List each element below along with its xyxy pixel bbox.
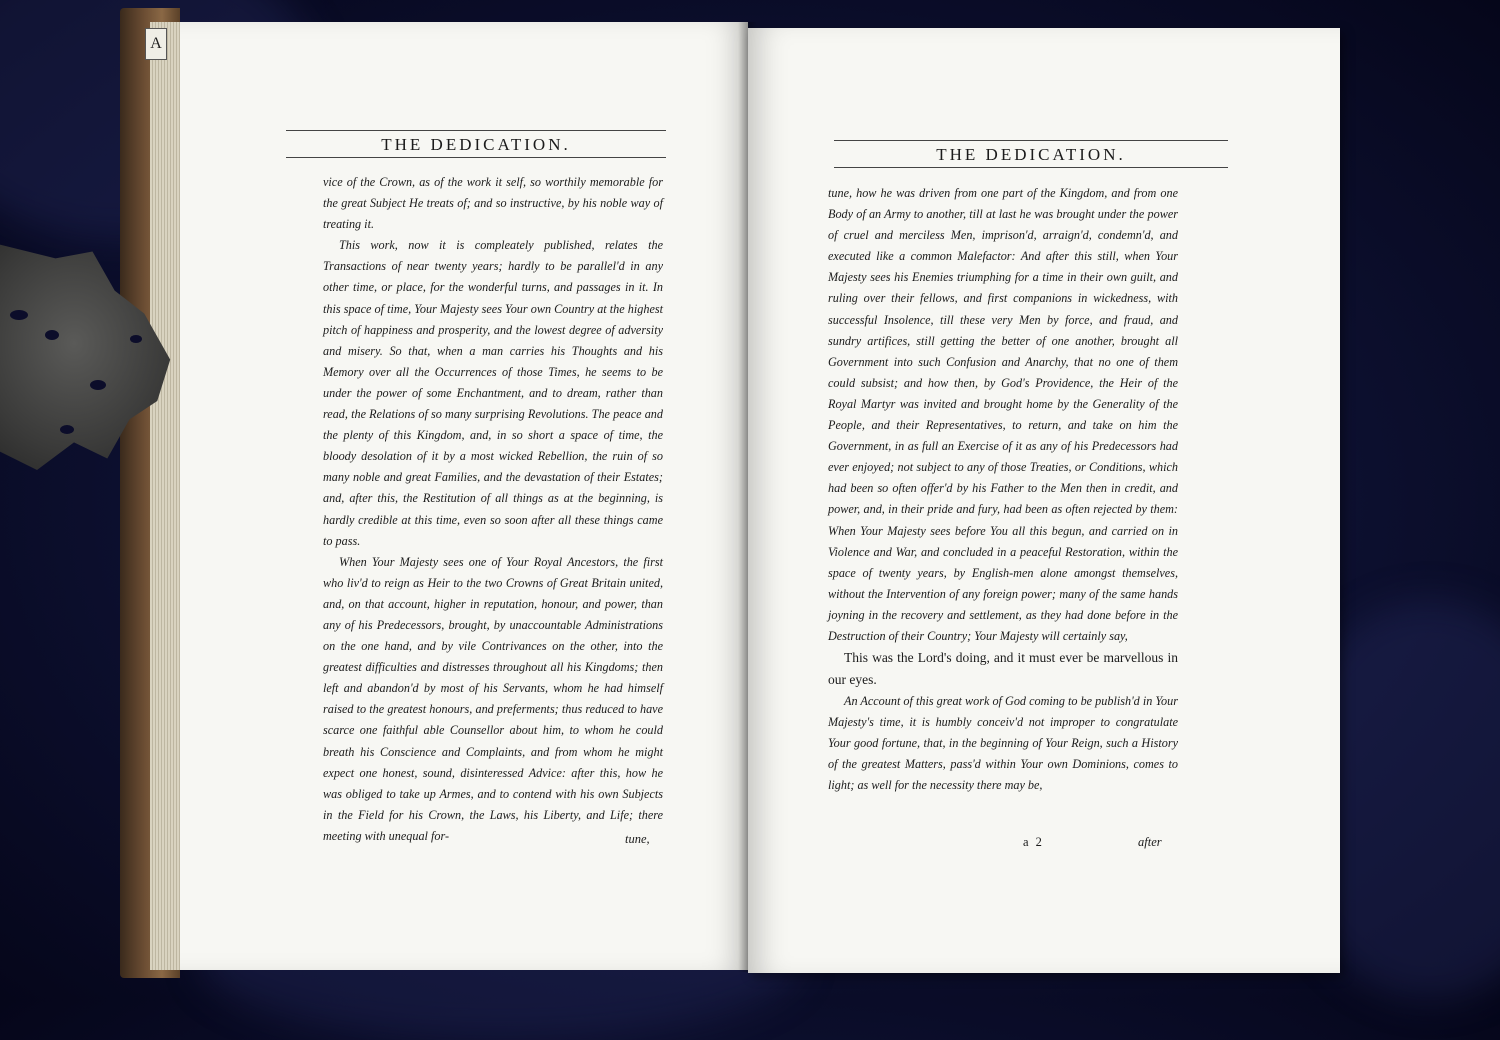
left-paragraph-2: This work, now it is compleately published, relates the Transactions of near twenty years; hardly to be parallel'd in any other time, or place, for the wonderful turns, and passages in it. In this space of time, Your Majesty sees Your own Country at the highest pitch of happiness and prosperity, and the lowest degree of adversity and misery. So that, when a man carries his Thoughts and his Memory over all the Occurrences of those Times, he seems to be under the power of some Enchantment, and to dream, rather than read, the Relations of so many surprising Revolutions. The peace and the plenty of this Kingdom, and, in so short a space of time, the bloody desolation of it by a most wicked Rebellion, the ruin of so many noble and great Families, and the devastation of their Estates; and, after this, the Restitution of all things as at the beginning, is hardly credible at this time, even so soon after all these things came to pass.: [323, 238, 663, 548]
left-paragraph-3: When Your Majesty sees one of Your Royal Ancestors, the first who liv'd to reign as Heir to the two Crowns of Great Britain united, and, on that account, higher in reputation, honour, and power, than any of his Predecessors, brought, by unaccountable Administrations on the one hand, and by vile Contrivances on the other, into the greatest difficulties and distresses throughout all his Kingdoms; then left and abandon'd by most of his Servants, whom he had himself raised to the greatest honours, and preferments; thus reduced to have scarce one faithful able Counsellor about him, to whom he could breath his Conscience and Complaints, and from whom he might expect one honest, sound, disinteressed Advice: after this, how he was obliged to take up Armes, and to contend with his own Subjects in the Field for his Crown, the Laws, his Liberty, and Life; there meeting with unequal for-: [323, 554, 663, 843]
right-page-header: THE DEDICATION.: [834, 140, 1228, 168]
right-paragraph-3: An Account of this great work of God coming to be publish'd in Your Majesty's time, it is humbly conceiv'd not improper to congratulate Your good fortune, that, in the beginning of Your Reign, such a History of the greatest Matters, pass'd within Your own Dominions, comes to light; as well for the necessity there may be,: [828, 694, 1178, 793]
left-paragraph-1: vice of the Crown, as of the work it self, so worthily memorable for the great Subject He treats of; and so instructive, by his noble way of treating it.: [323, 175, 663, 232]
right-catchword: after: [1138, 835, 1162, 849]
left-page-body: [323, 172, 663, 847]
left-page-header: THE DEDICATION.: [286, 130, 666, 158]
left-page: [180, 22, 748, 970]
right-paragraph-1: tune, how he was driven from one part of the Kingdom, and from one Body of an Army to another, till at last he was brought under the power of cruel and merciless Men, imprison'd, arraign'd, condemn'd, and executed like a common Malefactor: And after this still, when Your Majesty sees his Enemies triumphing for a time in their own guilt, and ruling over their fellows, and first companions in wickedness, with successful Insolence, till these very Men by force, and fraud, and sundry artifices, still getting the better of one another, brought all Government into such Confusion and Anarchy, that no one of them could subsist; and how then, by God's Providence, the Heir of the Royal Martyr was invited and brought home by the Generality of the People, and their Representatives, to return, and take on him the Government, in as full an Exercise of it as any of his Predecessors had ever enjoyed; not subject to any of those Treaties, or Conditions, which had been so often offer'd by his Father to the Men then in credit, and power, and, in their pride and fury, had been as often rejected by them: When Your Majesty sees before You all this begun, and carried on in Violence and War, and concluded in a peaceful Restoration, within the space of twenty years, by English-men alone amongst themselves, without the Intervention of any foreign power; many of the same hands joyning in the recovery and settlement, as they had done before in the Destruction of their Country; Your Majesty will certainly say,: [828, 186, 1178, 643]
left-catchword: tune,: [625, 832, 650, 846]
right-page-body: [828, 183, 1178, 797]
right-page: [748, 28, 1340, 973]
open-book: [120, 8, 1350, 983]
corner-label: A: [145, 28, 167, 60]
signature-mark: a 2: [1023, 835, 1044, 849]
right-paragraph-quote: This was the Lord's doing, and it must ever be marvellous in our eyes.: [828, 650, 1178, 688]
page-edges: [150, 22, 180, 970]
